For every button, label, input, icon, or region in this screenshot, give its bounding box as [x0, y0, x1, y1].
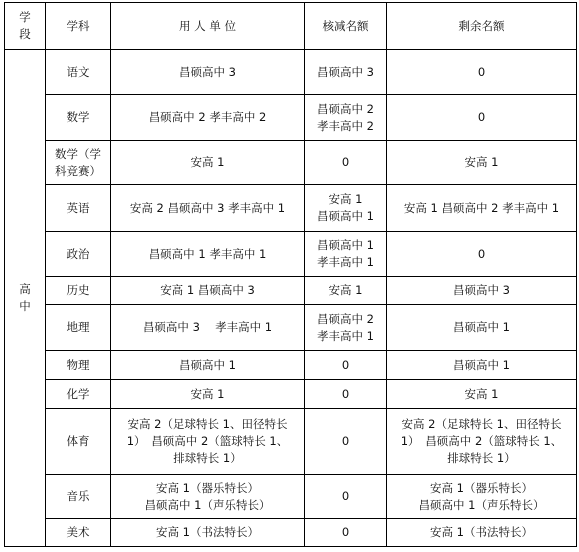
- table-row: [5, 185, 577, 232]
- cell-line: 安高 1: [328, 192, 363, 206]
- cell-line: 0: [341, 525, 350, 539]
- cell-line: 昌硕高中 1: [317, 209, 374, 223]
- approved-cell: [305, 475, 387, 519]
- cell-line: 安高 1 昌硕高中 2 孝丰高中 1: [403, 200, 560, 215]
- cell-line: 安高 2（足球特长 1、田径特长: [127, 417, 288, 431]
- header-employer: 用 人 单 位: [111, 3, 305, 50]
- subject-cell: [46, 475, 111, 519]
- cell-line: 安高 2（足球特长 1、田径特长: [401, 417, 562, 431]
- header-remaining: 剩余名额: [387, 3, 577, 50]
- employer-cell: [111, 185, 305, 232]
- header-stage-line: 学: [19, 10, 31, 24]
- remaining-cell: [387, 380, 577, 409]
- cell-line: 昌硕高中 2 孝丰高中 2: [148, 110, 267, 124]
- cell-line: 安高 2 昌硕高中 3 孝丰高中 1: [129, 200, 286, 215]
- table-row: [5, 519, 577, 547]
- cell-line: 0: [341, 155, 350, 169]
- cell-line: 昌硕高中 3 孝丰高中 1: [142, 320, 273, 334]
- cell-line: 安高 1: [328, 283, 363, 297]
- header-stage: [5, 3, 46, 50]
- subject-cell: [46, 409, 111, 475]
- subject-cell: [46, 305, 111, 351]
- cell-line: 政治: [66, 246, 90, 261]
- quota-table-wrapper: [4, 2, 577, 547]
- table-row: [5, 475, 577, 519]
- cell-line: 孝丰高中 2: [317, 118, 374, 133]
- cell-line: 昌硕高中 2: [317, 101, 374, 116]
- cell-line: 安高 1（书法特长）: [430, 525, 533, 539]
- cell-line: 安高 1（器乐特长）: [430, 480, 533, 495]
- cell-line: 0: [341, 386, 350, 401]
- employer-cell: [111, 277, 305, 305]
- employer-cell: [111, 95, 305, 141]
- table-row: [5, 141, 577, 185]
- table-row: [5, 95, 577, 141]
- cell-line: 昌硕高中 1（声乐特长）: [144, 497, 271, 512]
- cell-line: 0: [341, 489, 350, 503]
- cell-line: 历史: [66, 283, 90, 297]
- approved-cell: [305, 519, 387, 547]
- approved-cell: [305, 50, 387, 95]
- remaining-cell: [387, 351, 577, 380]
- cell-line: 安高 1: [190, 155, 225, 169]
- subject-cell: [46, 50, 111, 95]
- quota-table: [4, 2, 577, 547]
- cell-line: 孝丰高中 1: [317, 328, 374, 343]
- remaining-cell: [387, 95, 577, 141]
- approved-cell: [305, 277, 387, 305]
- cell-line: 昌硕高中 3: [453, 283, 510, 297]
- stage-line: 高: [19, 282, 31, 296]
- cell-line: 0: [477, 110, 486, 124]
- stage-line: 中: [19, 299, 31, 313]
- cell-line: 昌硕高中 1（声乐特长）: [418, 497, 545, 512]
- cell-line: 化学: [66, 386, 90, 401]
- subject-cell: [46, 277, 111, 305]
- cell-line: 昌硕高中 1: [453, 320, 510, 334]
- employer-cell: [111, 409, 305, 475]
- cell-line: 英语: [66, 200, 90, 215]
- employer-cell: [111, 232, 305, 277]
- cell-line: 安高 1: [190, 386, 225, 401]
- cell-line: 昌硕高中 3: [317, 64, 374, 79]
- cell-line: 昌硕高中 1 孝丰高中 1: [148, 246, 267, 261]
- table-row: [5, 277, 577, 305]
- cell-line: 昌硕高中 1: [453, 357, 510, 372]
- approved-cell: [305, 351, 387, 380]
- employer-cell: [111, 50, 305, 95]
- remaining-cell: [387, 50, 577, 95]
- remaining-cell: [387, 305, 577, 351]
- table-row: [5, 409, 577, 475]
- remaining-cell: [387, 185, 577, 232]
- cell-line: 0: [341, 357, 350, 372]
- cell-line: 1） 昌硕高中 2（篮球特长 1、: [400, 434, 563, 448]
- cell-line: 物理: [66, 357, 90, 372]
- approved-cell: [305, 141, 387, 185]
- cell-line: 排球特长 1）: [447, 451, 516, 465]
- table-row: [5, 305, 577, 351]
- cell-line: 昌硕高中 3: [179, 64, 236, 79]
- cell-line: 0: [477, 64, 486, 79]
- cell-line: 昌硕高中 2: [317, 311, 374, 326]
- cell-line: 孝丰高中 1: [317, 255, 374, 269]
- remaining-cell: [387, 409, 577, 475]
- header-stage-line: 段: [19, 27, 31, 41]
- employer-cell: [111, 141, 305, 185]
- cell-line: 安高 1（书法特长）: [156, 525, 259, 539]
- cell-line: 地理: [66, 320, 90, 334]
- cell-line: 1） 昌硕高中 2（篮球特长 1、: [126, 434, 289, 448]
- cell-line: 安高 1（器乐特长）: [156, 480, 259, 495]
- table-row: [5, 50, 577, 95]
- stage-cell: [5, 50, 46, 547]
- approved-cell: [305, 305, 387, 351]
- remaining-cell: [387, 141, 577, 185]
- remaining-cell: [387, 475, 577, 519]
- subject-cell: [46, 519, 111, 547]
- remaining-cell: [387, 277, 577, 305]
- cell-line: 安高 1: [464, 386, 499, 401]
- approved-cell: [305, 380, 387, 409]
- employer-cell: [111, 380, 305, 409]
- cell-line: 数学: [66, 110, 90, 124]
- header-row: [5, 3, 577, 50]
- subject-cell: [46, 232, 111, 277]
- employer-cell: [111, 519, 305, 547]
- header-approved: 核减名额: [305, 3, 387, 50]
- table-row: [5, 351, 577, 380]
- cell-line: 体育: [66, 434, 90, 448]
- table-row: [5, 232, 577, 277]
- subject-cell: [46, 141, 111, 185]
- subject-cell: [46, 185, 111, 232]
- subject-cell: [46, 351, 111, 380]
- remaining-cell: [387, 232, 577, 277]
- remaining-cell: [387, 519, 577, 547]
- cell-line: 美术: [66, 525, 90, 539]
- table-row: [5, 380, 577, 409]
- cell-line: 安高 1 昌硕高中 3: [160, 283, 255, 297]
- header-subject: 学科: [46, 3, 111, 50]
- subject-cell: [46, 380, 111, 409]
- employer-cell: [111, 475, 305, 519]
- cell-line: 昌硕高中 1: [317, 238, 374, 252]
- cell-line: 安高 1: [464, 155, 499, 169]
- cell-line: 音乐: [66, 489, 90, 503]
- cell-line: 排球特长 1）: [173, 451, 242, 465]
- cell-line: 昌硕高中 1: [179, 357, 236, 372]
- approved-cell: [305, 409, 387, 475]
- cell-line: 0: [477, 246, 486, 261]
- employer-cell: [111, 351, 305, 380]
- cell-line: 语文: [66, 64, 90, 79]
- cell-line: 数学（学: [55, 146, 101, 161]
- approved-cell: [305, 232, 387, 277]
- cell-line: 0: [341, 434, 350, 448]
- approved-cell: [305, 95, 387, 141]
- approved-cell: [305, 185, 387, 232]
- subject-cell: [46, 95, 111, 141]
- employer-cell: [111, 305, 305, 351]
- cell-line: 科竞赛）: [55, 163, 101, 178]
